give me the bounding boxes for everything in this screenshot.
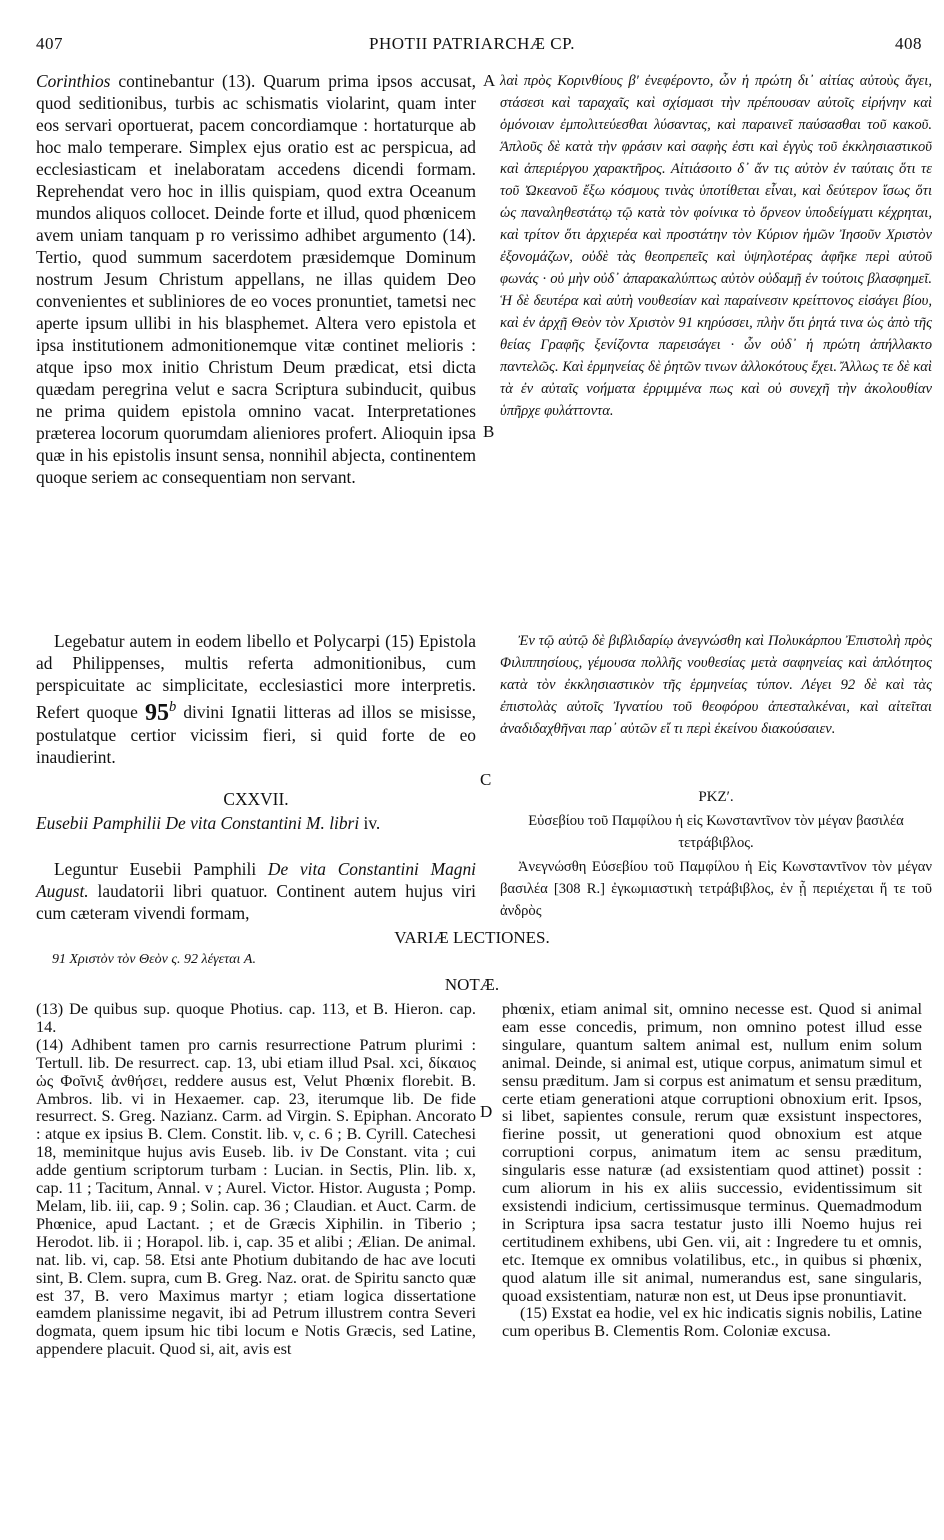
latin-section-title-number: iv. <box>359 813 381 833</box>
variae-lectiones-line: 91 Χριστὸν τὸν Θεὸν ς. 92 λέγεται A. <box>52 952 256 967</box>
greek-text-block-2 <box>500 630 932 740</box>
latin-paragraph-1-text: continebantur (13). Quarum prima ipsos accusat, quod seditionibus, turbis ac schismatis violarint, quam inter eos servari oportuerat, pacem concordiamque : hortaturque ab hoc malo temperare. Simplex ejus oratio est ac perspicua, ad ecclesiasticam et inelaboratam accedens dicendi formam. Reprehendat vero hoc in illis quispiam, quod extra Oceanum mundos aliquos collocet. Deinde forte et illud, quod phœnicem avem uniam tanquam p ro verissimo adhibet argumento (14). Tertio, quod summum sacerdotem præsidemque Dominum nostrum Jesum Christum appellans, ne illas quidem Deo convenientes et subliniores de eo voces pronuntiet, tametsi nec aperte ipsum ullibi in his blasphemet. Altera vero epistola et ipsa institutionem admonitionemque vitæ continet melioris : atque ipso mox initio Christum Deum prædicat, etsi dicta quædam peregrina velut e sacra Scriptura subinducit, quibus ne prima quidem epistola omnino vacat. Interpretationes præterea locorum quorumdam alieniores profert. Alioquin ipsa quæ in his epistolis insunt sensa, nonnihil abjecta, continentem quoque seriem ac consequentiam non servant. <box>36 71 476 487</box>
latin-section-number: CXXVII. <box>223 789 289 809</box>
latin-section-title <box>36 812 476 834</box>
latin-paragraph-2-text-b: divini Ignatii litteras ad illos se misisse, postulatque certior vicissim fieri, si quid forte de eo inaudierint. <box>36 701 476 767</box>
greek-section-number: ΡΚΖ′. <box>698 789 734 805</box>
note-14-continued: phœnix, etiam animal sit, omnino necesse est. Quod si animal eam esse concedis, primum, non omnino potest illud esse singulare, quantum saltem animal est, nullum enim solum animal. Deinde, si animal est, utique corpus, animatum simul et sensu præditum. Jam si corpus est animatum et sensu præditum, certe etiam generationi atque corruptioni obnoxium erit. Ipsos, si libet, sapientes consule, rerum quæ exsistunt inspectores, fierine possit, ut generationi quod obnoxium est atque corruptioni corpus, animatum item ac sensu præditum, singularis esse naturæ (ad exsistentiam quod attinet) possit : cum aliorum in his ex aliis successio, evidentissimum sit exsistendi indicium, certissimusque terminus. Quemadmodum in Scriptura ipsa sacra testatur justo illi Noemo hujus rei certitudinem exhibens, ubi Gen. vii, ait : Ingredere tu et omnis, etc. Itemque ex omnibus volatilibus, etc., in quibus si phœnix, quod alatum ille sit animal, numerandus est, sane singularis, quoad exsistentiam, naturæ non est, ut Deus ipse pronuntiavit. <box>502 999 922 1305</box>
greek-section-title: Εὐσεβίου τοῦ Παμφίλου ἡ εἰς Κωνσταντῖνον τὸν μέγαν βασιλέα τετράβιβλος. <box>528 813 904 851</box>
marginal-page-number: 95 <box>144 699 169 726</box>
latin-text-block-3 <box>36 858 476 924</box>
latin-text-block-2 <box>36 630 476 768</box>
greek-paragraph-3: Ἀνεγνώσθη Εὐσεβίου τοῦ Παμφίλου ἡ Εἰς Κωνσταντῖνον τὸν μέγαν βασιλέα [308 R.] ἐγκωμιαστικὴ τετράβιβλος, ἐν ᾗ περιέχεται ἥ τε τοῦ ἀνδρὸς <box>500 859 932 919</box>
greek-paragraph-1: λαὶ πρὸς Κορινθίους β′ ἐνεφέροντο, ὧν ἡ πρώτη δι᾽ αἰτίας αὐτοὺς ἄγει, στάσεσι καὶ ταραχαῖς καὶ σχίσμασι τὴν πρέπουσαν αὐτοῖς εἰρήνην καὶ ὁμόνοιαν ἐμπολιτεύεσθαι λύσαντας, καὶ παραινεῖ παύσασθαι τοῦ κακοῦ. Ἁπλοῦς δὲ κατὰ τὴν φράσιν καὶ σαφὴς ἐστι καὶ ἐγγὺς τοῦ ἐκκλησιαστικοῦ καὶ ἀπεριέργου χαρακτῆρος. Αἰτιάσοιτο δ᾽ ἄν τις αὐτὸν ἐν ταύταις ὅτι τε τοῦ Ὠκεανοῦ ἔξω κόσμους τινὰς ὑποτίθεται εἶναι, καὶ δεύτερον ἴσως ὅτι ὡς παναληθεστάτῳ τῷ κατὰ τὸν φοίνικα τὸ ὄρνεον ὑποδείγματι κέχρηται, καὶ τρίτον ὅτι ἀρχιερέα καὶ προστάτην τὸν Κύριον ἡμῶν Ἰησοῦν Χριστὸν ἐξονομάζων, οὐδὲ τὰς θεοπρεπεῖς καὶ ὑψηλοτέρας ἀφῆκε περὶ αὐτοῦ φωνάς · οὐ μὴν οὐδ᾽ ἀπαρακαλύπτως αὐτὸν οὐδαμῇ ἐν τούτοις βλασφημεῖ. Ἡ δὲ δευτέρα καὶ αὐτὴ νουθεσίαν καὶ παραίνεσιν κρείττονος εἰσάγει βίου, καὶ ἐν ἀρχῇ Θεὸν τὸν Χριστὸν 91 κηρύσσει, πλὴν ὅτι ῥητά τινα ὡς ἀπὸ τῆς θείας Γραφῆς ξενίζοντα παρεισάγει · ὧν οὐδ᾽ ἡ πρώτη ἀπήλλακτο παντελῶς. Καὶ ἑρμηνείας δὲ ῥητῶν τινων ἀλλοκότους ἔχει. Ἄλλως τε δὲ καὶ τὰ ἐν αὐταῖς νοήματα ἐρριμμένα πως καὶ οὐ συνεχῆ τὴν ἀκολουθίαν ὑπῆρχε φυλάττοντα. <box>500 73 932 419</box>
page-number-left: 407 <box>36 34 63 53</box>
margin-letter-c: C <box>480 770 492 789</box>
note-13: (13) De quibus sup. quoque Photius. cap. 113, et B. Hieron. cap. 14. <box>36 999 476 1036</box>
latin-paragraph-2 <box>36 630 476 768</box>
notae-title: NOTÆ. <box>444 975 500 994</box>
greek-text-block-1 <box>500 70 932 422</box>
margin-letter-a: A <box>483 71 496 90</box>
latin-paragraph-3 <box>36 858 476 924</box>
latin-paragraph-3-text-b: laudatorii libri quatuor. Continent autem hujus viri cum cæteram vivendi formam, <box>36 881 476 923</box>
latin-section-title-text: Eusebii Pamphilii De vita Constantini M. libri <box>36 813 360 833</box>
running-title: PHOTII PATRIARCHÆ CP. <box>369 34 575 53</box>
latin-paragraph-3-text-a: Leguntur Eusebii Pamphili <box>54 859 268 879</box>
latin-paragraph-2-text-a: Legebatur autem in eodem libello et Polycarpi (15) Epistola ad Philippenses, multis referta admonitionibus, cum perspicuitate ac simplicitate, ecclesiastici more interpretis. Refert quoque <box>36 631 476 722</box>
marginal-page-letter: b <box>168 699 177 715</box>
margin-letter-b: B <box>483 422 495 441</box>
latin-paragraph-3-italic: De vita Constantini Magni August. <box>36 859 476 901</box>
latin-text-block-1 <box>36 70 476 488</box>
notae-left-column <box>36 1000 476 1358</box>
margin-letter-d: D <box>480 1102 493 1121</box>
greek-text-block-3 <box>500 856 932 922</box>
note-15: (15) Exstat ea hodie, vel ex hic indicatis signis nobilis, Latine cum operibus B. Clementis Rom. Coloniæ excusa. <box>502 1303 922 1341</box>
note-14: (14) Adhibent tamen pro carnis resurrectione Patrum plurimi : Tertull. lib. De resurrect. cap. 13, ubi etiam illud Psal. xci, δίκαιος ὡς Φοῖνιξ ἀνθήσει, reddere ausus est, Velut Phœnix florebit. B. Ambros. lib. vi in Hexaemer. cap. 23, iterumque lib. De fide resurrect. S. Greg. Nazianz. Carm. ad Virgin. S. Epiphan. Ancorato : atque ex ipsius B. Clem. Constit. lib. v, c. 6 ; B. Cyrill. Catechesi 18, meminitque hujus avis Euseb. lib. iv De Constant. vita ; cui adde gentium scriptorum turbam : Lucian. in Sectis, Plin. lib. x, cap. 11 ; Tacitum, Annal. v ; Aurel. Victor. Histor. Augusta ; Pomp. Melam, lib. iii, cap. 9 ; Solin. cap. 36 ; Claudian. et Auct. Carm. de Phœnice, apud Lactant. ; et de Græcis Xiphilin. in Tiberio ; Herodot. lib. ii ; Horapol. lib. i, cap. 35 et alibi ; Ælian. De animal. nat. lib. vi, cap. 58. Etsi ante Photium dubitando de hac ave locuti sint, B. Clem. supra, cum B. Greg. Naz. orat. de Spiritu sancto quæ est 37, B. vero Maximus martyr ; etiam logica dissertatione eamdem planissime negavit, ibi ad Petrum illustrem contra Severi dogmata, quem ipsum hic tibi locum e Notis Græcis, sed Latine, appendere placuit. Quod si, ait, avis est <box>36 1034 476 1359</box>
greek-paragraph-2: Ἐν τῷ αὐτῷ δὲ βιβλιδαρίῳ ἀνεγνώσθη καὶ Πολυκάρπου Ἐπιστολὴ πρὸς Φιλιππησίους, γέμουσα πολλῆς νουθεσίας μετὰ σαφηνείας καὶ ἁπλότητος κατὰ τὸν ἐκκλησιαστικὸν τῆς ἑρμηνείας τύπον. Λέγει 92 δὲ καὶ τὰς ἐπιστολὰς αὐτοῖς Ἰγνατίου τοῦ θεοφόρου ἀπεσταλκέναι, καὶ αἰτεῖται ἀναδιδαχθῆναι παρ᾽ αὐτῶν εἴ τι περὶ ἐκείνου διακούσαιεν. <box>500 633 932 737</box>
latin-italic-word: Corinthios <box>36 71 111 91</box>
notae-right-column <box>502 1000 922 1340</box>
latin-paragraph-1 <box>36 70 476 488</box>
page-number-right: 408 <box>895 34 922 53</box>
variae-lectiones-title: VARIÆ LECTIONES. <box>394 928 550 947</box>
